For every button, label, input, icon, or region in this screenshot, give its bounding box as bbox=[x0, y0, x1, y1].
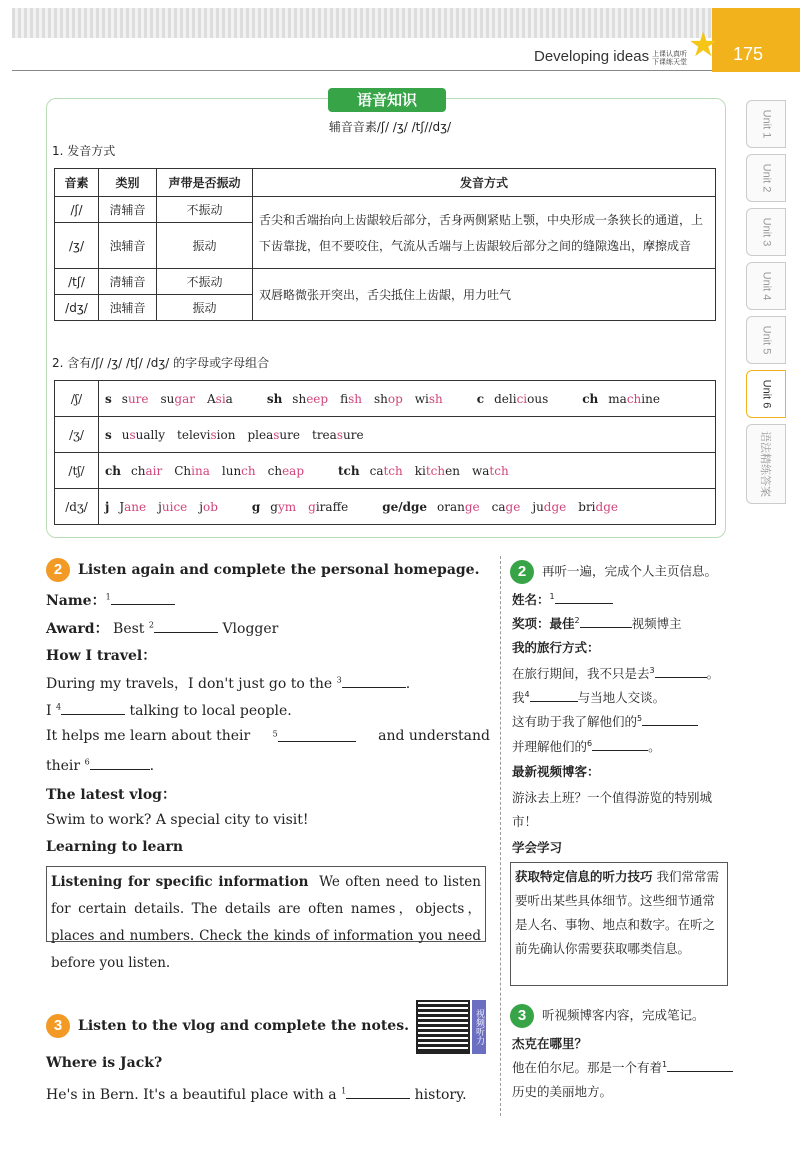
example-word: wish bbox=[414, 391, 443, 406]
example-word: juice bbox=[158, 499, 188, 514]
example-word: Jane bbox=[119, 499, 147, 514]
vlog-heading-cn: 最新视频博客： bbox=[512, 764, 600, 779]
blank-5-cn[interactable] bbox=[642, 712, 698, 726]
task3-title: Listen to the vlog and complete the notes. bbox=[78, 1018, 409, 1034]
cell: /dʒ/ bbox=[55, 295, 99, 321]
header-stripe bbox=[12, 8, 712, 38]
text: I bbox=[46, 703, 52, 719]
blank-3[interactable] bbox=[342, 674, 406, 688]
listening-tip-box bbox=[46, 866, 486, 971]
learn-heading: Learning to learn bbox=[46, 839, 184, 855]
task3-heading-cn bbox=[510, 1004, 705, 1028]
example-word: sure bbox=[121, 391, 149, 406]
travel-3-cn: 这有助于我了解他们的$^5$ bbox=[512, 712, 698, 730]
example-word: giraffe bbox=[308, 499, 349, 514]
text: their bbox=[46, 758, 81, 774]
task2-title: Listen again and complete the personal homepage. bbox=[78, 562, 480, 578]
letter-key: sh bbox=[266, 391, 283, 406]
tagline-line-1: 上课认真听 bbox=[652, 50, 687, 58]
page-number: 175 bbox=[733, 44, 764, 64]
letter-key: j bbox=[105, 499, 110, 514]
letter-group bbox=[382, 500, 630, 514]
blank-4[interactable] bbox=[61, 701, 125, 715]
example-word: television bbox=[177, 427, 236, 442]
tab-label: Unit 3 bbox=[760, 217, 772, 247]
example-word: catch bbox=[369, 463, 403, 478]
travel-line-2: I $^4$ talking to local people. bbox=[46, 702, 292, 719]
task2-heading-cn bbox=[510, 560, 717, 584]
letter-key: ge/dge bbox=[382, 499, 428, 514]
letter-key: c bbox=[476, 391, 485, 406]
example-word: gym bbox=[270, 499, 297, 514]
cell-phoneme: /dʒ/ bbox=[55, 489, 99, 525]
example-word: orange bbox=[437, 499, 480, 514]
tab-label: Unit 2 bbox=[760, 163, 772, 193]
award-label-cn: 奖项：最佳 bbox=[512, 616, 575, 631]
text: It helps me learn about their bbox=[46, 728, 251, 744]
task-number-badge: 2 bbox=[46, 558, 70, 582]
example-word: cage bbox=[491, 499, 521, 514]
jack-line: He's in Bern. It's a beautiful place with a $^1$ history. bbox=[46, 1086, 467, 1103]
letters-row bbox=[99, 381, 716, 417]
header-tagline bbox=[652, 50, 687, 66]
tab-grammar-answers[interactable] bbox=[746, 424, 786, 504]
example-word: sheep bbox=[292, 391, 329, 406]
example-word: shop bbox=[373, 391, 403, 406]
text: 我 bbox=[512, 690, 525, 705]
tab-unit-1[interactable] bbox=[746, 100, 786, 148]
example-word: kitchen bbox=[414, 463, 460, 478]
letter-key: s bbox=[105, 391, 112, 406]
tab-unit-2[interactable] bbox=[746, 154, 786, 202]
unit-tabs bbox=[746, 100, 790, 510]
example-word: Asia bbox=[206, 391, 233, 406]
tab-label: 语法精练答案 bbox=[759, 431, 771, 497]
vlog-heading: The latest vlog： bbox=[46, 787, 176, 803]
travel-2-cn: 我$^4$ 与当地人交谈。 bbox=[512, 689, 666, 705]
example-word: fish bbox=[340, 391, 362, 406]
col-header: 声带是否振动 bbox=[157, 169, 253, 197]
star-mascot-icon: ★ bbox=[688, 25, 719, 65]
text: During my travels，I don't just go to the bbox=[46, 676, 333, 692]
qr-label: 视频听力 bbox=[472, 1000, 486, 1054]
cell: 不振动 bbox=[157, 269, 253, 295]
cell-method-b: 双唇略微张开突出，舌尖抵住上齿龈，用力吐气 bbox=[253, 269, 716, 321]
letter-group bbox=[267, 392, 455, 406]
letter-key: tch bbox=[338, 463, 360, 478]
text: 与当地人交谈。 bbox=[577, 690, 666, 705]
text: 在旅行期间，我不只是去 bbox=[512, 666, 650, 681]
name-line-cn: 姓名：$^1$ bbox=[512, 590, 613, 608]
letter-key: s bbox=[105, 427, 112, 442]
task2-heading bbox=[46, 558, 479, 582]
cell: /ʒ/ bbox=[55, 223, 99, 269]
text: 视频博主 bbox=[631, 616, 682, 631]
cell-phoneme: /ʒ/ bbox=[55, 417, 99, 453]
blank-7-cn[interactable] bbox=[667, 1058, 733, 1072]
travel-heading: How I travel： bbox=[46, 648, 157, 664]
tagline-line-2: 下课练天堂 bbox=[652, 58, 687, 66]
award-label: Award： bbox=[46, 621, 109, 637]
blank-6-cn[interactable] bbox=[592, 737, 648, 751]
column-divider bbox=[500, 556, 501, 1116]
travel-line-1: During my travels，I don't just go to the $^3$ . bbox=[46, 675, 411, 692]
qr-code-icon[interactable] bbox=[416, 1000, 470, 1054]
name-line: Name：$^1$ bbox=[46, 590, 175, 610]
blank-5[interactable] bbox=[278, 728, 356, 742]
tab-unit-3[interactable] bbox=[746, 208, 786, 256]
travel-1-cn: 在旅行期间，我不只是去$^3$ 。 bbox=[512, 665, 720, 681]
jack-line-cn-2: 历史的美丽地方。 bbox=[512, 1084, 613, 1099]
travel-line-4: their $^6$ . bbox=[46, 757, 155, 774]
letter-group bbox=[477, 392, 560, 406]
blank-1[interactable] bbox=[111, 591, 175, 605]
learn-heading-cn: 学会学习 bbox=[512, 840, 563, 855]
task-number-badge: 2 bbox=[510, 560, 534, 584]
letter-group bbox=[105, 428, 376, 442]
blank-6[interactable] bbox=[90, 756, 150, 770]
listening-tip-box-cn bbox=[510, 862, 728, 986]
example-word: China bbox=[174, 463, 210, 478]
vlog-text-cn: 游泳去上班？一个值得游览的特别城市！ bbox=[512, 790, 713, 829]
tip-title-cn: 获取特定信息的听力技巧 bbox=[515, 869, 653, 884]
task3-title-cn: 听视频博客内容，完成笔记。 bbox=[542, 1007, 705, 1023]
travel-4-cn: 并理解他们的$^6$ 。 bbox=[512, 738, 661, 754]
example-word: job bbox=[199, 499, 218, 514]
blank-4-cn[interactable] bbox=[530, 688, 578, 702]
task-number-badge: 3 bbox=[510, 1004, 534, 1028]
award-pre: Best bbox=[113, 621, 145, 637]
cell-method-a: 舌尖和舌端抬向上齿龈较后部分，舌身两侧紧贴上颚，中央形成一条狭长的通道，上下齿靠拢，但不要咬住，气流从舌端与上齿龈较后部分之间的缝隙逸出，摩擦成音 bbox=[253, 197, 716, 269]
tab-unit-4[interactable] bbox=[746, 262, 786, 310]
example-word: chair bbox=[131, 463, 163, 478]
example-word: judge bbox=[532, 499, 567, 514]
letter-group bbox=[338, 464, 521, 478]
tab-label: Unit 1 bbox=[760, 109, 772, 139]
tab-label: Unit 5 bbox=[760, 325, 772, 355]
letter-group bbox=[252, 500, 360, 514]
task3-heading bbox=[46, 1014, 409, 1038]
travel-heading-cn: 我的旅行方式： bbox=[512, 640, 600, 655]
vlog-text: Swim to work? A special city to visit! bbox=[46, 812, 309, 828]
example-word: delicious bbox=[494, 391, 549, 406]
page-header bbox=[0, 0, 800, 72]
letters-table bbox=[54, 380, 716, 525]
example-word: treasure bbox=[312, 427, 364, 442]
cell: /ʃ/ bbox=[55, 197, 99, 223]
cell: 浊辅音 bbox=[99, 295, 157, 321]
award-line-cn: 奖项：最佳$^2$ 视频博主 bbox=[512, 615, 682, 631]
example-word: bridge bbox=[578, 499, 618, 514]
letters-row bbox=[99, 489, 716, 525]
cell: 振动 bbox=[157, 223, 253, 269]
award-line: Award： Best $^2$ Vlogger bbox=[46, 620, 279, 637]
blank-2-cn[interactable] bbox=[580, 614, 632, 628]
name-label-cn: 姓名： bbox=[512, 592, 550, 607]
tab-label: Unit 6 bbox=[760, 379, 772, 409]
cell: 清辅音 bbox=[99, 269, 157, 295]
example-word: machine bbox=[608, 391, 660, 406]
letter-key: ch bbox=[582, 391, 599, 406]
text: history. bbox=[414, 1087, 467, 1103]
blank-2[interactable] bbox=[154, 619, 218, 633]
letter-key: g bbox=[251, 499, 261, 514]
cell-phoneme: /ʃ/ bbox=[55, 381, 99, 417]
tip-text: We often need to listen for certain details. The details are often names，objects，places and numbers. Check the kinds of information you need before you listen. bbox=[51, 874, 481, 971]
header-title: Developing ideas bbox=[534, 48, 650, 65]
tip-text-cn: 我们常常需要听出某些具体细节。这些细节通常是人名、事物、地点和数字。在听之前先确认你需要获取哪类信息。 bbox=[515, 869, 720, 956]
cell: 清辅音 bbox=[99, 197, 157, 223]
example-word: sugar bbox=[160, 391, 195, 406]
blank-1-cn[interactable] bbox=[555, 590, 613, 604]
letter-group bbox=[105, 392, 245, 406]
section-1-title: 1. 发音方式 bbox=[52, 144, 116, 158]
jack-heading-cn: 杰克在哪里？ bbox=[512, 1036, 588, 1051]
award-post: Vlogger bbox=[222, 621, 279, 637]
phonetics-banner: 语音知识 bbox=[328, 88, 446, 112]
phonetics-subtitle: 辅音音素/ʃ/ /ʒ/ /tʃ//dʒ/ bbox=[328, 120, 452, 134]
letters-row bbox=[99, 417, 716, 453]
text: 并理解他们的 bbox=[512, 739, 588, 754]
letter-group bbox=[105, 500, 230, 514]
tab-unit-6[interactable] bbox=[746, 370, 786, 418]
blank-7[interactable] bbox=[346, 1085, 410, 1099]
text: and understand bbox=[378, 728, 490, 744]
letter-group bbox=[105, 464, 316, 478]
text: He's in Bern. It's a beautiful place with a bbox=[46, 1087, 337, 1103]
cell: 振动 bbox=[157, 295, 253, 321]
text: 这有助于我了解他们的 bbox=[512, 714, 638, 729]
task-number-badge: 3 bbox=[46, 1014, 70, 1038]
cell: /tʃ/ bbox=[55, 269, 99, 295]
example-word: pleasure bbox=[247, 427, 300, 442]
jack-heading: Where is Jack? bbox=[46, 1055, 163, 1071]
task2-title-cn: 再听一遍，完成个人主页信息。 bbox=[542, 563, 718, 579]
cell: 不振动 bbox=[157, 197, 253, 223]
example-word: watch bbox=[471, 463, 509, 478]
blank-3-cn[interactable] bbox=[655, 664, 707, 678]
tip-title: Listening for specific information bbox=[51, 874, 309, 890]
col-header: 发音方式 bbox=[253, 169, 716, 197]
example-word: lunch bbox=[221, 463, 256, 478]
col-header: 音素 bbox=[55, 169, 99, 197]
travel-line-3: It helps me learn about their $^5$ and understand bbox=[46, 728, 490, 744]
articulation-table bbox=[54, 168, 716, 321]
cell: 浊辅音 bbox=[99, 223, 157, 269]
name-label: Name： bbox=[46, 593, 106, 609]
header-rule bbox=[12, 70, 712, 71]
section-2-title: 2. 含有/ʃ/ /ʒ/ /tʃ/ /dʒ/ 的字母或字母组合 bbox=[52, 356, 270, 370]
cell-phoneme: /tʃ/ bbox=[55, 453, 99, 489]
example-word: usually bbox=[121, 427, 166, 442]
letter-group bbox=[582, 392, 672, 406]
text: talking to local people. bbox=[129, 703, 292, 719]
tab-label: Unit 4 bbox=[760, 271, 772, 301]
letter-key: ch bbox=[105, 463, 122, 478]
example-word: cheap bbox=[267, 463, 305, 478]
letters-row bbox=[99, 453, 716, 489]
tab-unit-5[interactable] bbox=[746, 316, 786, 364]
text: 他在伯尔尼。那是一个有着 bbox=[512, 1060, 663, 1075]
col-header: 类别 bbox=[99, 169, 157, 197]
jack-line-cn: 他在伯尔尼。那是一个有着$^1$ bbox=[512, 1058, 733, 1076]
